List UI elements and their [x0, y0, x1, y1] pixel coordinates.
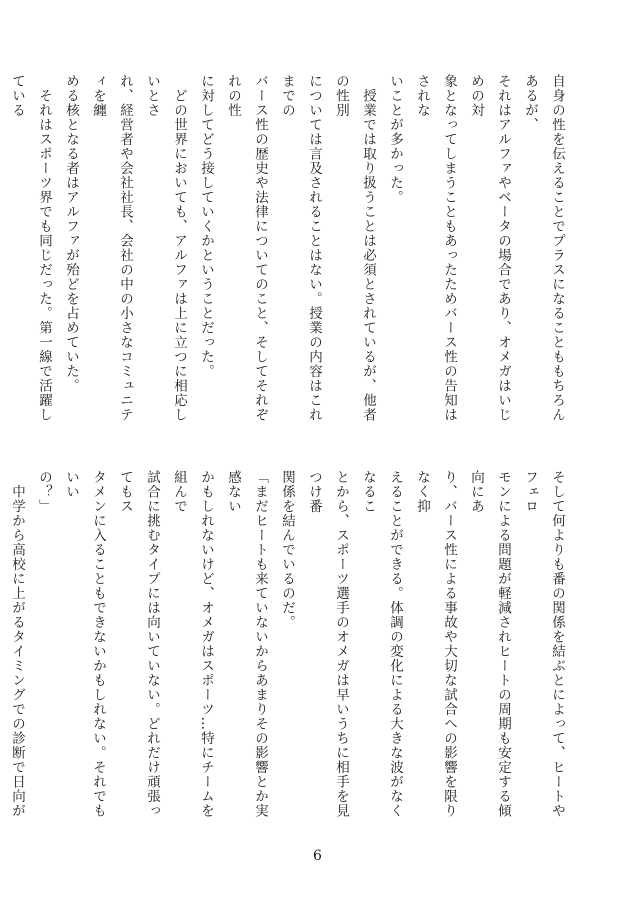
text-line: り、バース性による事故や大切な試合への影響を限りなく抑 — [414, 470, 457, 818]
upper-text-block — [9, 74, 570, 426]
text-line: 授業では取り扱うことは必須とされているが、他者の性別 — [333, 74, 376, 422]
page-number: 6 — [313, 848, 322, 864]
text-line: 中学から高校に上がるタイミングでの診断で日向が — [9, 484, 25, 818]
text-line: 自身の性を伝えることでプラスになることももちろんあるが、 — [522, 74, 565, 422]
text-line: いことが多かった。 — [387, 74, 403, 205]
text-line: 関係を結んでいるのだ。 — [279, 470, 295, 630]
text-line: める核となる者はアルファが殆どを占めていた。 — [63, 74, 79, 393]
text-line: タメンに入ることもできないかもしれない。それでもいい — [63, 470, 106, 818]
text-line: それはアルファやベータの場合であり、オメガはいじめの対 — [468, 74, 511, 422]
text-line: モンによる問題が軽減されヒートの周期も安定する傾向にあ — [468, 470, 511, 818]
text-line: に対してどう接していくかということだった。 — [198, 74, 214, 379]
text-line: れ、経営者や会社社長、会社の中の小さなコミュニティを纏 — [90, 74, 133, 422]
text-line: 象となってしまうこともあったためバース性の告知はされな — [414, 74, 457, 422]
text-line: バース性の歴史や法律についてのこと、そしてそれぞれの性 — [225, 74, 268, 422]
text-line: それはスポーツ界でも同じだった。第一線で活躍している — [9, 74, 52, 422]
lower-text-block — [9, 470, 570, 822]
text-line: 「まだヒートも来ていないからあまりその影響とか実感ない — [225, 470, 268, 818]
text-line: とから、スポーツ選手のオメガは早いうちに相手を見つけ番 — [306, 470, 349, 818]
text-line: そして何よりも番の関係を結ぶとによって、ヒートやフェロ — [522, 470, 565, 818]
text-line: かもしれないけど、オメガはスポーツ…特にチームを組んで — [171, 470, 214, 818]
text-line: の？」 — [36, 470, 52, 514]
text-line: えることができる。体調の変化による大きな波がなくなるこ — [360, 470, 403, 818]
text-line — [0, 74, 3, 426]
text-line: 試合に挑むタイプには向いていない。どれだけ頑張ってもス — [117, 470, 160, 818]
text-line: どの世界においても、アルファは上に立つに相応しいとさ — [144, 74, 187, 422]
text-line: については言及されることはない。授業の内容はこれまでの — [279, 74, 322, 422]
